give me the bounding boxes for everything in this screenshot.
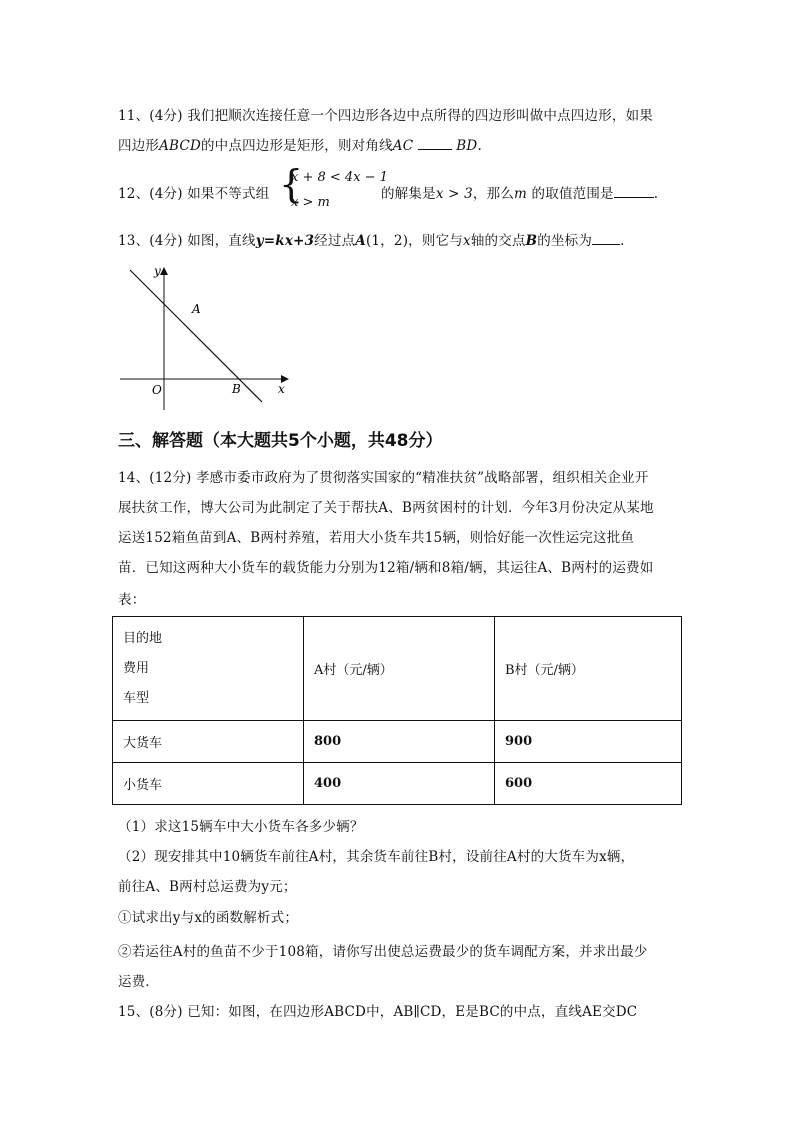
table-cell-type: 大货车 — [113, 721, 304, 763]
answer-blank[interactable] — [614, 196, 654, 198]
table-cell-a: 800 — [304, 721, 495, 763]
section-title: 三、解答题（本大题共5个小题，共48分） — [118, 431, 443, 451]
q14-part2-line1: （2）现安排其中10辆货车前往A村，其余货车前往B村，设前往A村的大货车为x辆， — [118, 849, 635, 865]
q14-line3: 运送152箱鱼苗到A、B两村养殖，若用大小货车共15辆，则恰好能一次性运完这批鱼 — [118, 530, 635, 546]
answer-blank[interactable] — [418, 148, 452, 150]
table-cell-a: 400 — [304, 763, 495, 805]
q13-text: 13、(4分) 如图，直线y=kx+3经过点A(1，2)，则它与x轴的交点B的坐标为 . — [118, 233, 625, 249]
table-header-b: B村（元/辆） — [495, 617, 682, 721]
q14-sub1: ①试求出y与x的函数解析式； — [118, 910, 299, 926]
q14-sub2-line1: ②若运往A村的鱼苗不少于108箱，请你写出使总运费最少的货车调配方案，并求出最少 — [118, 944, 648, 960]
line-graph — [112, 262, 302, 414]
q11-line2: 四边形ABCD的中点四边形是矩形，则对角线AC BD. — [118, 138, 482, 154]
q14-part1: （1）求这15辆车中大小货车各多少辆？ — [118, 819, 364, 835]
freight-cost-table — [112, 616, 682, 805]
table-cell-b: 600 — [495, 763, 682, 805]
q14-sub2-line2: 运费． — [118, 974, 160, 990]
point-a-label: A — [192, 302, 201, 316]
q14-part2-line2: 前往A、B两村总运费为y元； — [118, 879, 297, 895]
point-b-label: B — [232, 382, 241, 396]
inequality-1: x + 8 < 4x − 1 — [291, 170, 388, 185]
table-cell-type: 小货车 — [113, 763, 304, 805]
q14-line4: 苗．已知这两种大小货车的载货能力分别为12箱/辆和8箱/辆，其运往A、B两村的运费如 — [118, 560, 654, 576]
inequality-2: x > m — [291, 195, 330, 210]
q15-line1: 15、(8分) 已知：如图，在四边形ABCD中，AB∥CD，E是BC的中点，直线AE交DC — [118, 1004, 638, 1020]
system-brace: { — [279, 162, 304, 206]
origin-label: O — [152, 383, 162, 397]
table-corner-header: 目的地 费用 车型 — [113, 617, 304, 721]
q14-line5: 表： — [118, 592, 146, 608]
q14-line1: 14、(12分) 孝感市委市政府为了贯彻落实国家的“精准扶贫”战略部署，组织相关企业开 — [118, 470, 649, 486]
table-header-a: A村（元/辆） — [304, 617, 495, 721]
q14-line2: 展扶贫工作，博大公司为此制定了关于帮扶A、B两贫困村的计划．今年3月份决定从某地 — [118, 500, 654, 516]
graph-line — [130, 270, 262, 402]
answer-blank[interactable] — [592, 243, 620, 245]
table-header-row — [113, 617, 682, 721]
table-row — [113, 763, 682, 805]
q12-suffix: 的解集是x > 3，那么m 的取值范围是 . — [381, 186, 659, 202]
y-axis-label: y — [154, 264, 161, 278]
q12-prefix: 12、(4分) 如果不等式组 — [118, 186, 270, 202]
x-axis-label: x — [278, 382, 285, 396]
table-row — [113, 721, 682, 763]
table-cell-b: 900 — [495, 721, 682, 763]
q11-line1: 11、(4分) 我们把顺次连接任意一个四边形各边中点所得的四边形叫做中点四边形，如果 — [118, 108, 653, 124]
